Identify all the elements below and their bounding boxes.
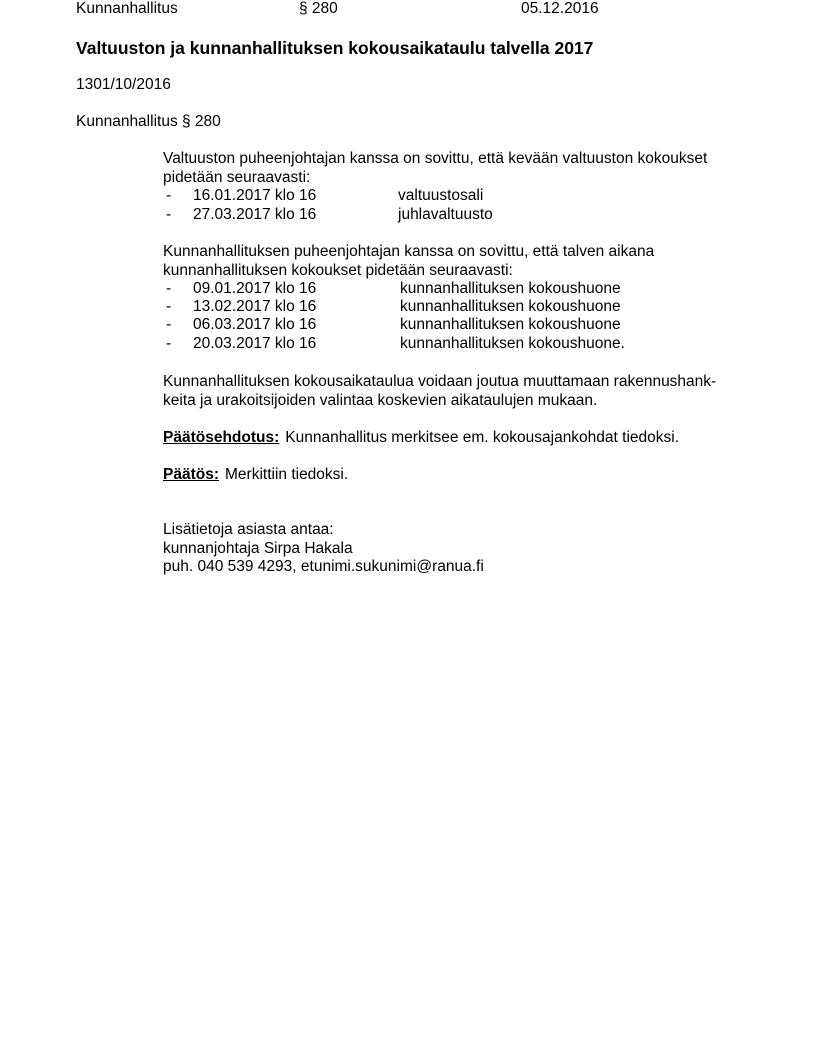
meeting-place: valtuustosali: [398, 187, 484, 204]
meeting-place: kunnanhallituksen kokoushuone.: [400, 335, 625, 352]
decision-text: Merkittiin tiedoksi.: [225, 466, 349, 483]
schedule-note-line: keita ja urakoitsijoiden valintaa koskevien aikataulujen mukaan.: [163, 391, 598, 409]
meeting-place: kunnanhallituksen kokoushuone: [400, 298, 621, 315]
section-reference: Kunnanhallitus § 280: [76, 113, 221, 130]
meeting-date: 09.01.2017 klo 16: [193, 280, 317, 297]
schedule-note-line: Kunnanhallituksen kokousaikataulua voidaan joutua muuttamaan rakennushank-: [163, 373, 717, 390]
list-dash: -: [166, 316, 172, 333]
decision: [163, 466, 348, 485]
contact-info: [163, 521, 484, 577]
list-dash: -: [166, 187, 172, 204]
list-dash: -: [166, 206, 172, 223]
council-intro: [163, 150, 707, 187]
list-dash: -: [166, 280, 172, 297]
header-date: 05.12.2016: [521, 0, 599, 17]
meeting-date: 13.02.2017 klo 16: [193, 298, 317, 315]
meeting-place: kunnanhallituksen kokoushuone: [400, 280, 621, 297]
council-intro-line: pidetään seuraavasti:: [163, 168, 311, 186]
meeting-place: juhlavaltuusto: [398, 206, 493, 223]
header-body: Kunnanhallitus: [76, 0, 178, 17]
board-intro-line: Kunnanhallituksen puheenjohtajan kanssa on sovittu, että talven aikana: [163, 243, 655, 260]
schedule-note: [163, 373, 716, 410]
contact-line: Lisätietoja asiasta antaa:: [163, 521, 334, 538]
document-number: 1301/10/2016: [76, 76, 171, 93]
header-section: § 280: [299, 0, 338, 17]
proposal-label: Päätösehdotus:: [163, 429, 280, 446]
board-intro-line: kunnanhallituksen kokoukset pidetään seuraavasti:: [163, 261, 513, 279]
contact-line: kunnanjohtaja Sirpa Hakala: [163, 539, 353, 557]
list-dash: -: [166, 298, 172, 315]
contact-line: puh. 040 539 4293, etunimi.sukunimi@ranua.fi: [163, 558, 484, 575]
meeting-date: 16.01.2017 klo 16: [193, 187, 317, 204]
list-dash: -: [166, 335, 172, 352]
council-intro-line: Valtuuston puheenjohtajan kanssa on sovittu, että kevään valtuuston kokoukset: [163, 150, 708, 167]
proposal: [163, 429, 679, 448]
proposal-text: Kunnanhallitus merkitsee em. kokousajankohdat tiedoksi.: [285, 429, 680, 446]
decision-label: Päätös:: [163, 466, 219, 483]
meeting-date: 06.03.2017 klo 16: [193, 316, 317, 333]
document-title: Valtuuston ja kunnanhallituksen kokousaikataulu talvella 2017: [76, 38, 594, 58]
meeting-place: kunnanhallituksen kokoushuone: [400, 316, 621, 333]
meeting-date: 27.03.2017 klo 16: [193, 206, 317, 223]
board-intro: [163, 243, 654, 280]
meeting-date: 20.03.2017 klo 16: [193, 335, 317, 352]
